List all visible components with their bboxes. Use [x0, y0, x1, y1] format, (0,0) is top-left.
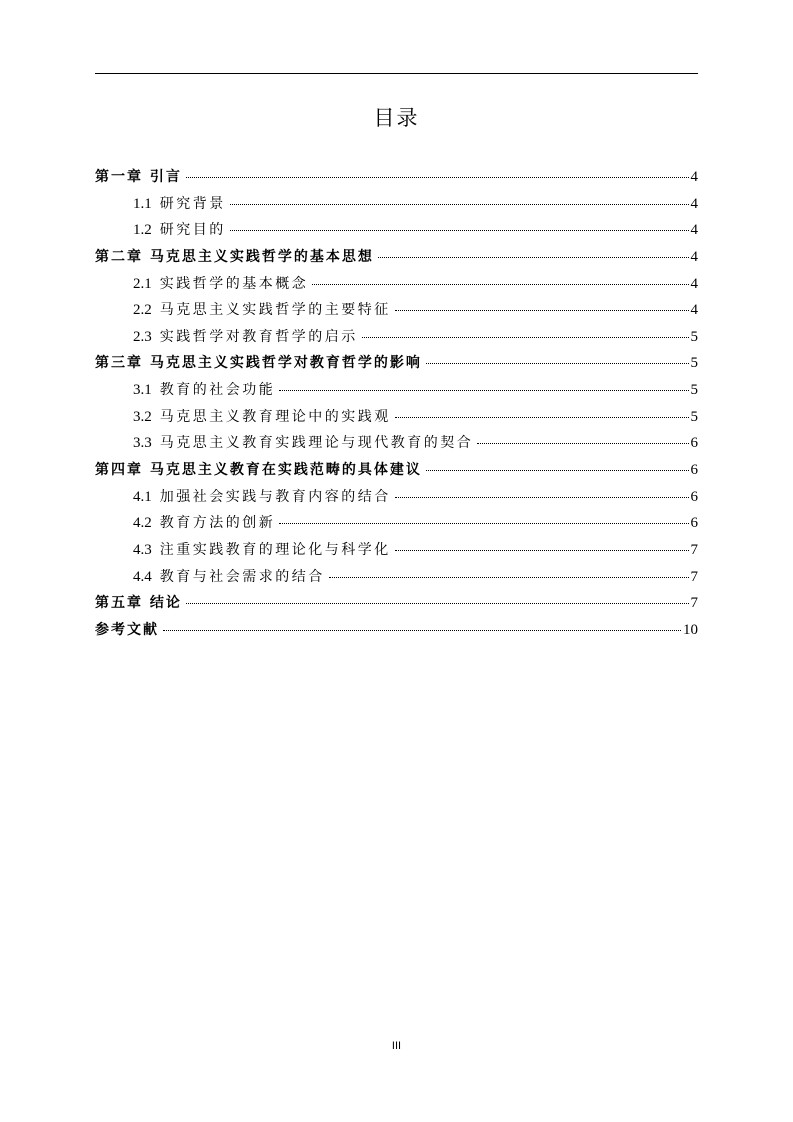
entry-page: 6	[690, 488, 698, 505]
toc-entry[interactable]	[95, 379, 698, 406]
entry-page: 6	[690, 515, 698, 532]
entry-page: 7	[690, 541, 698, 558]
section-number: 1.1	[133, 195, 152, 212]
toc-entry[interactable]	[95, 299, 698, 326]
entry-page: 4	[690, 248, 698, 265]
section-number: 2.2	[133, 302, 152, 319]
toc-entry[interactable]	[95, 193, 698, 220]
section-number: 3.3	[133, 435, 152, 452]
entry-page: 5	[690, 328, 698, 345]
toc-entry[interactable]	[95, 486, 698, 513]
entry-title: 参考文献	[95, 621, 159, 638]
dot-leader	[395, 497, 689, 498]
dot-leader	[230, 230, 689, 231]
toc-entry[interactable]	[95, 619, 698, 646]
entry-page: 5	[690, 408, 698, 425]
entry-title: 加强社会实践与教育内容的结合	[159, 488, 391, 505]
page-title: 目录	[373, 106, 420, 130]
dot-leader	[312, 284, 688, 285]
entry-page: 5	[690, 355, 698, 372]
section-number: 4.2	[133, 515, 152, 532]
entry-page: 7	[690, 568, 698, 585]
entry-page: 4	[690, 169, 698, 185]
entry-page: 7	[690, 595, 698, 612]
dot-leader	[362, 337, 689, 338]
section-number: 2.1	[133, 275, 152, 292]
section-number: 3.2	[133, 408, 152, 425]
entry-title: 第四章 马克思主义教育在实践范畴的具体建议	[95, 462, 422, 479]
entry-title: 实践哲学对教育哲学的启示	[159, 328, 358, 345]
toc-entry[interactable]	[95, 432, 698, 459]
toc-entry[interactable]	[95, 219, 698, 246]
header-rule	[95, 73, 698, 74]
dot-leader	[378, 257, 689, 258]
dot-leader	[395, 417, 689, 418]
entry-title: 马克思主义教育理论中的实践观	[159, 408, 391, 425]
section-number: 1.2	[133, 222, 152, 239]
entry-page: 6	[690, 462, 698, 479]
dot-leader	[279, 523, 688, 524]
section-number: 4.4	[133, 568, 152, 585]
entry-page: 4	[690, 275, 698, 292]
dot-leader	[395, 550, 689, 551]
toc-entry[interactable]	[95, 459, 698, 486]
entry-title: 教育与社会需求的结合	[159, 568, 325, 585]
dot-leader	[279, 390, 688, 391]
dot-leader	[186, 177, 689, 178]
section-number: 3.1	[133, 382, 152, 399]
toc-entry[interactable]	[95, 592, 698, 619]
section-number: 2.3	[133, 328, 152, 345]
entry-title: 研究背景	[159, 195, 226, 212]
entry-page: 10	[683, 621, 698, 638]
entry-title: 教育方法的创新	[159, 515, 276, 532]
toc-entry[interactable]	[95, 352, 698, 379]
entry-page: 6	[690, 435, 698, 452]
entry-title: 第一章 引言	[95, 169, 182, 185]
entry-title: 马克思主义实践哲学的主要特征	[159, 302, 391, 319]
dot-leader	[230, 204, 689, 205]
toc-entry[interactable]	[95, 512, 698, 539]
entry-title: 注重实践教育的理论化与科学化	[159, 541, 391, 558]
page-number: III	[391, 1040, 402, 1052]
entry-title: 第二章 马克思主义实践哲学的基本思想	[95, 248, 374, 265]
toc-entry[interactable]	[95, 326, 698, 353]
entry-title: 马克思主义教育实践理论与现代教育的契合	[159, 435, 474, 452]
entry-page: 4	[690, 195, 698, 212]
dot-leader	[426, 363, 689, 364]
toc-entry[interactable]	[95, 539, 698, 566]
entry-page: 4	[690, 222, 698, 239]
toc-entry[interactable]	[95, 273, 698, 300]
dot-leader	[477, 443, 688, 444]
dot-leader	[426, 470, 689, 471]
entry-title: 第五章 结论	[95, 595, 182, 612]
toc-entry[interactable]	[95, 566, 698, 593]
entry-title: 第三章 马克思主义实践哲学对教育哲学的影响	[95, 355, 422, 372]
toc-entry[interactable]	[95, 246, 698, 273]
entry-page: 4	[690, 302, 698, 319]
section-number: 4.1	[133, 488, 152, 505]
dot-leader	[395, 310, 689, 311]
toc-entry[interactable]	[95, 166, 698, 193]
entry-title: 研究目的	[159, 222, 226, 239]
entry-page: 5	[690, 382, 698, 399]
entry-title: 实践哲学的基本概念	[159, 275, 309, 292]
section-number: 4.3	[133, 541, 152, 558]
dot-leader	[163, 630, 681, 631]
dot-leader	[329, 577, 689, 578]
dot-leader	[186, 603, 689, 604]
table-of-contents	[95, 166, 698, 646]
toc-entry[interactable]	[95, 406, 698, 433]
entry-title: 教育的社会功能	[159, 382, 276, 399]
